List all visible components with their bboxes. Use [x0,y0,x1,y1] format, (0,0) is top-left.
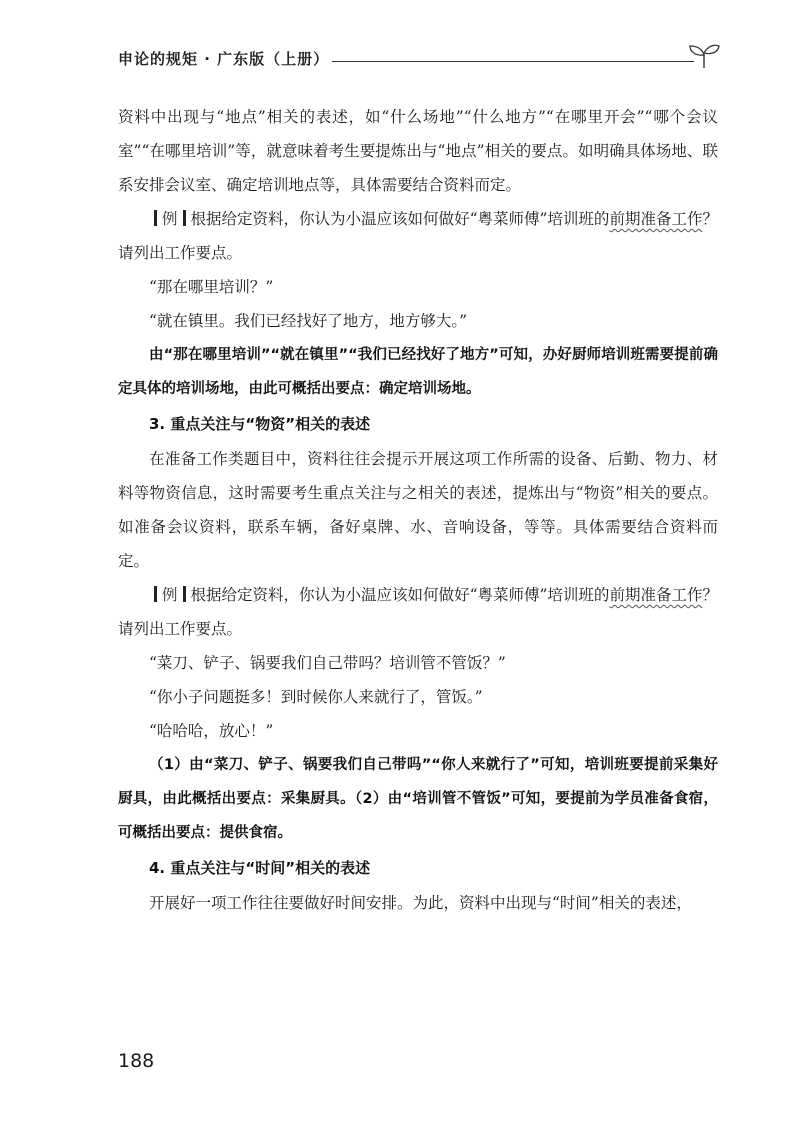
dialog-line: “你小子问题挺多！到时候你人来就行了，管饭。” [149,688,483,706]
dialog-line: “哈哈哈，放心！” [149,722,274,740]
example-tag: 例 [162,586,178,604]
example-1-question: 例 根据给定资料，你认为小温应该如何做好“粤菜师傅”培训班的前期准备工作？请列出工作要点。 [118,210,718,262]
highlight-phrase: 前期准备工作 [609,210,703,228]
book-title: 申论的规矩 · 广东版（上册） [118,50,330,68]
bracket-mark [154,210,157,226]
header-rule [332,61,694,62]
running-header [118,40,718,76]
analysis-2: （1）由“菜刀、铲子、锅要我们自己带吗”“你人来就行了”可知，培训班要提前采集好厨具，由此概括出要点：采集厨具。（2）由“培训管不管饭”可知，要提前为学员准备食宿，可概括出要点：提供食宿。 [118,757,718,841]
paragraph-time: 开展好一项工作往往要做好时间安排。为此，资料中出现与“时间”相关的表述， [149,894,692,912]
paragraph-materials: 在准备工作类题目中，资料往往会提示开展这项工作所需的设备、后勤、物力、材料等物资信息，这时需要考生重点关注与之相关的表述，提炼出与“物资”相关的要点。如准备会议资料，联系车辆，备好桌牌、水、音响设备，等等。具体需要结合资料而定。 [118,450,718,570]
example-tag: 例 [162,210,178,228]
page-number: 188 [118,1050,155,1072]
bracket-mark [154,586,157,602]
dialog-line: “就在镇里。我们已经找好了地方，地方够大。” [149,312,468,330]
section-heading-4: 4. 重点关注与“时间”相关的表述 [149,859,371,877]
bracket-mark [183,210,186,226]
highlight-phrase: 前期准备工作 [609,586,703,604]
sprout-icon [686,40,722,70]
section-heading-3: 3. 重点关注与“物资”相关的表述 [149,415,371,433]
paragraph-location: 资料中出现与“地点”相关的表述，如“什么场地”“什么地方”“在哪里开会”“哪个会议室”“在哪里培训”等，就意味着考生要提炼出与“地点”相关的要点。如明确具体场地、联系安排会议室、确定培训地点等，具体需要结合资料而定。 [118,108,718,194]
analysis-1: 由“那在哪里培训”“就在镇里”“我们已经找好了地方”可知，办好厨师培训班需要提前确定具体的培训场地，由此可概括出要点：确定培训场地。 [118,347,718,397]
dialog-line: “菜刀、铲子、锅要我们自己带吗？培训管不管饭？” [149,654,506,672]
bracket-mark [183,586,186,602]
dialog-line: “那在哪里培训？” [149,278,274,296]
example-2-question: 例 根据给定资料，你认为小温应该如何做好“粤菜师傅”培训班的前期准备工作？请列出工作要点。 [118,586,718,638]
page-body [118,100,718,920]
